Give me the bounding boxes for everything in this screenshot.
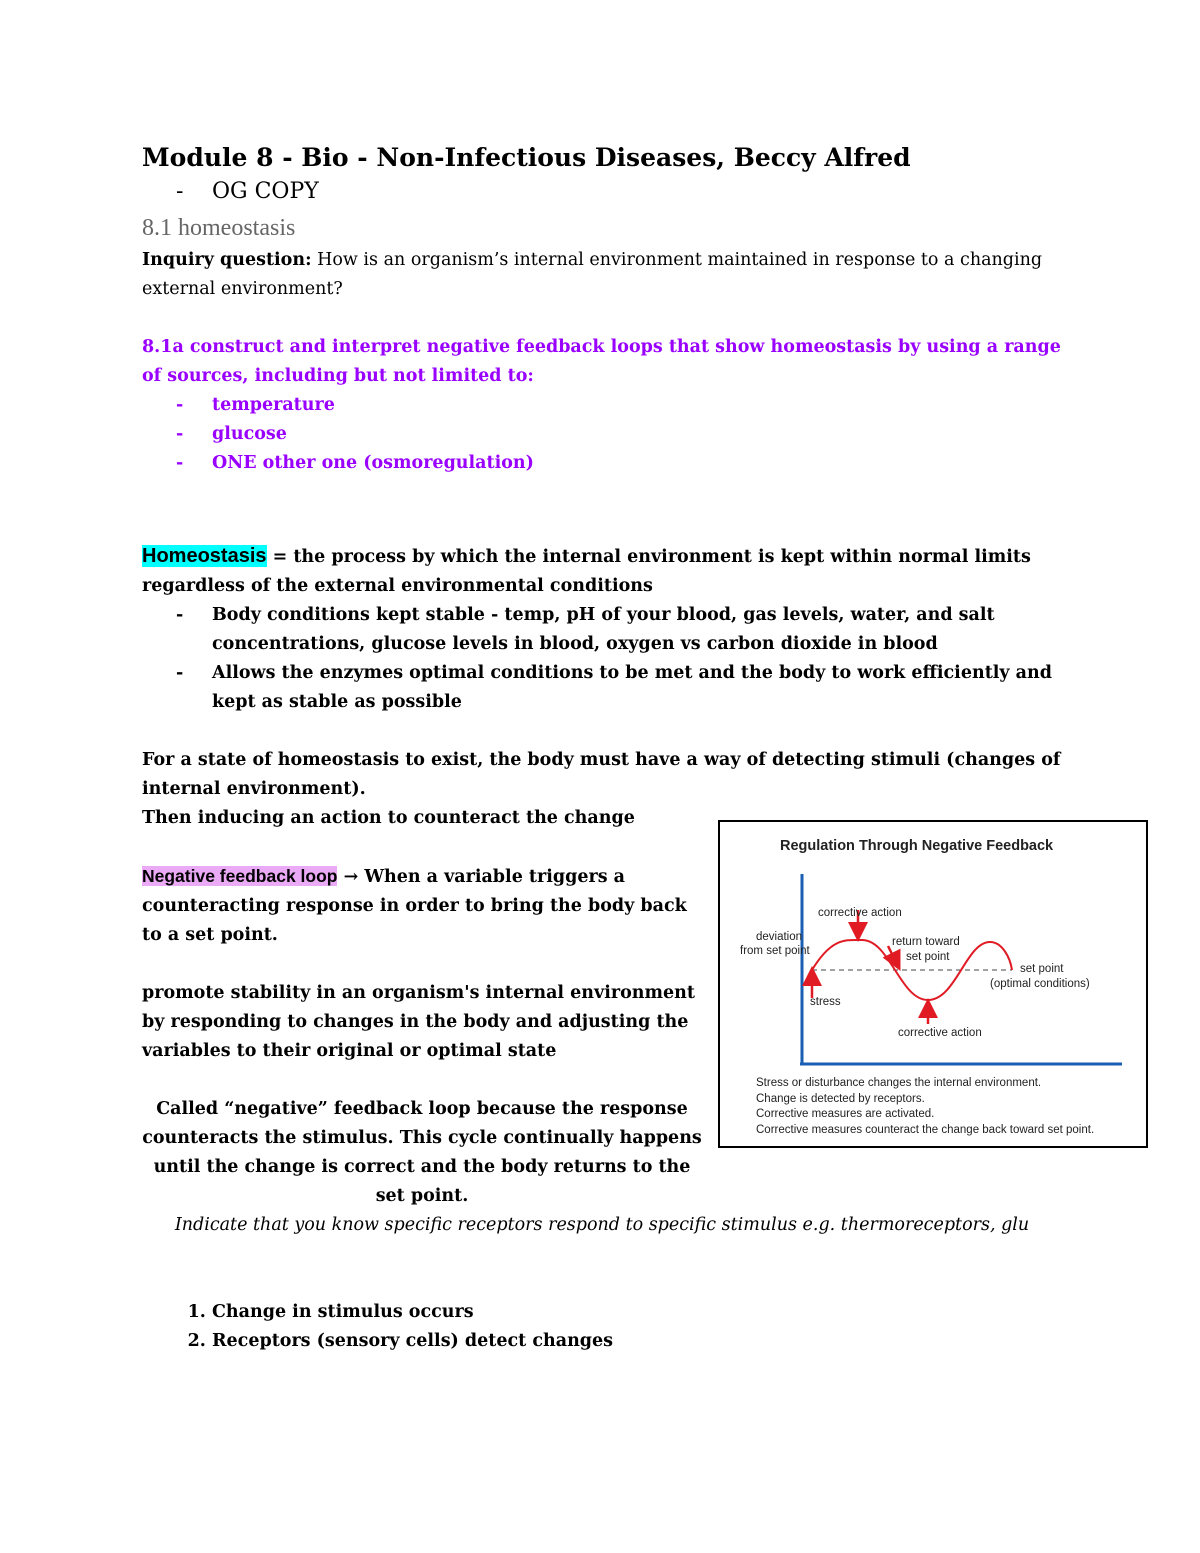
caption-line: Corrective measures are activated. — [756, 1108, 935, 1120]
state-paragraph: For a state of homeostasis to exist, the body must have a way of detecting stimuli (changes of internal environment). — [142, 750, 1061, 799]
homeostasis-item: - Body conditions kept stable - temp, pH of your blood, gas levels, water, and salt concentrations, glucose levels in blood, oxygen vs carbon dioxide in blood — [142, 601, 1062, 659]
section-heading: 8.1 homeostasis — [142, 215, 296, 241]
receptor-note: Indicate that you know specific receptors respond to specific stimulus e.g. thermoreceptors, glu — [174, 1215, 1030, 1235]
label-corrective-bottom: corrective action — [898, 1027, 982, 1039]
figure-caption — [756, 1076, 1094, 1138]
figure-title: Regulation Through Negative Feedback — [780, 838, 1054, 854]
homeostasis-list — [142, 601, 1062, 717]
called-paragraph: Called “negative” feedback loop because the response counteracts the stimulus. This cycle continually happens until the change is correct and the body returns to the set point. — [142, 1099, 702, 1206]
label-return-2: set point — [906, 951, 950, 963]
homeostasis-definition-text: = the process by which the internal environment is kept within normal limits regardless of the external environmental conditions — [142, 547, 1031, 596]
label-deviation-2: from set point — [740, 945, 810, 957]
document-page — [142, 140, 1062, 1356]
figure-diagram — [720, 822, 1146, 1072]
label-deviation-1: deviation — [756, 931, 803, 943]
step-item: 1. Change in stimulus occurs — [212, 1298, 1062, 1327]
inquiry-text: How is an organism’s internal environment maintained in response to a changing external environment? — [142, 250, 1043, 299]
steps-list — [142, 1298, 1062, 1356]
document-title: Module 8 - Bio - Non-Infectious Diseases, Beccy Alfred — [142, 143, 911, 172]
outcome-text: 8.1a construct and interpret negative feedback loops that show homeostasis by using a range of sources, including but not limited to: — [142, 337, 1061, 386]
nfl-term: Negative feedback loop — [142, 866, 338, 886]
negative-feedback-figure — [718, 820, 1148, 1148]
label-set-point-2: (optimal conditions) — [990, 978, 1090, 990]
outcome-list — [142, 391, 1062, 478]
step-item: 2. Receptors (sensory cells) detect changes — [212, 1327, 1062, 1356]
promote-paragraph: promote stability in an organism's internal environment by responding to changes in the body and adjusting the variables to their original or optimal state — [142, 983, 695, 1061]
homeostasis-definition — [142, 542, 1062, 601]
caption-line: Change is detected by receptors. — [756, 1092, 925, 1105]
caption-line: Corrective measures counteract the change back toward set point. — [756, 1123, 1095, 1136]
subtitle-list — [142, 176, 1062, 208]
subtitle-item: - OG COPY — [142, 176, 1062, 208]
outcome-item: - temperature — [142, 391, 1062, 420]
label-return-1: return toward — [892, 936, 960, 948]
caption-line: Stress or disturbance changes the internal environment. — [756, 1077, 1042, 1089]
outcome-item: - glucose — [142, 420, 1062, 449]
outcome-item: - ONE other one (osmoregulation) — [142, 449, 1062, 478]
nfl-definition: → When a variable triggers a counteracting response in order to bring the body back to a set point. — [142, 867, 687, 945]
homeostasis-term: Homeostasis — [142, 545, 267, 567]
inquiry-label: Inquiry question: — [142, 250, 312, 270]
label-stress: stress — [810, 996, 841, 1008]
inquiry-paragraph — [142, 246, 1062, 304]
nfl-paragraph — [142, 862, 702, 950]
label-corrective-top: corrective action — [818, 907, 902, 919]
homeostasis-item: - Allows the enzymes optimal conditions to be met and the body to work efficiently and kept as stable as possible — [142, 659, 1062, 717]
then-paragraph: Then inducing an action to counteract the change — [142, 808, 635, 828]
label-set-point-1: set point — [1020, 963, 1064, 975]
